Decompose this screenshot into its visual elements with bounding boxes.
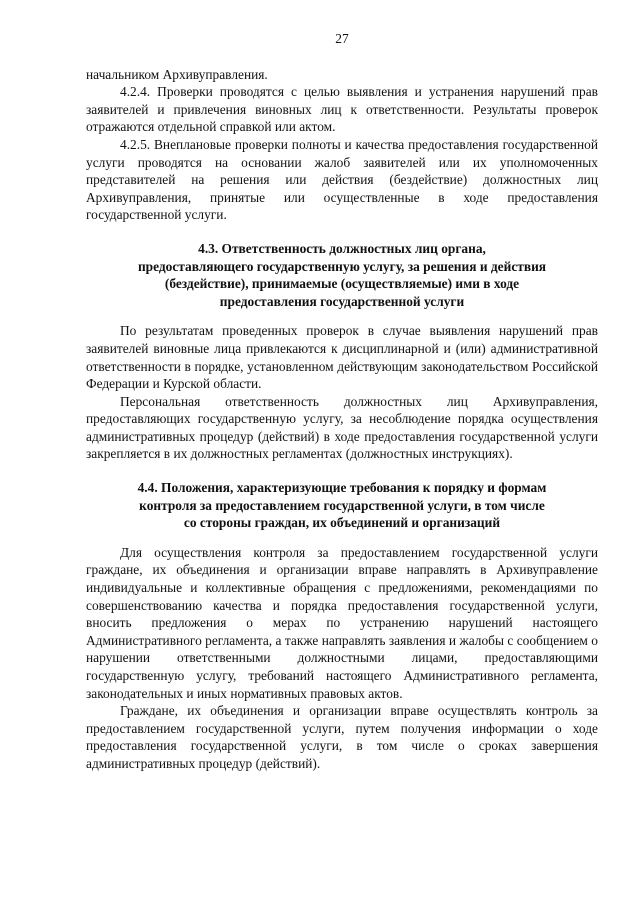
heading-line: предоставления государственной услуги: [219, 293, 465, 309]
heading-line: (бездействие), принимаемые (осуществляемые) ими в ходе: [164, 276, 520, 292]
page-number: 27: [335, 31, 349, 46]
paragraph-citizen-control: Для осуществления контроля за предоставлением государственной услуги граждане, их объединения и организации вправе направлять в Архивуправление индивидуальные и коллективные обращения с предложениями, рекомендациями по совершенствованию качества и порядка предоставления государственной услуги, вносить предложения о мерах по устранению нарушений настоящего Административного регламента, а также направлять заявления и жалобы с сообщением о нарушении ответственными должностными лицами, предоставляющими государственную услугу, требований настоящего Административного регламента, законодательных и иных нормативных правовых актов.: [86, 544, 598, 701]
paragraph-personal-responsibility: Персональная ответственность должностных лиц Архивуправления, предоставляющих государственную услугу, за несоблюдение порядка осуществления административных процедур (действий) в ходе предоставления государственной услуги закрепляется в их должностных регламентах (должностных инструкциях).: [86, 393, 598, 462]
heading-line: со стороны граждан, их объединений и организаций: [183, 515, 501, 531]
section-heading-4-4: [86, 479, 598, 532]
section-heading-4-3: [86, 240, 598, 310]
heading-line: контроля за предоставлением государственной услуги, в том числе: [139, 497, 545, 513]
paragraph-4-2-4: 4.2.4. Проверки проводятся с целью выявления и устранения нарушений прав заявителей и привлечения виновных лиц к ответственности. Результаты проверок отражаются отдельной справкой или актом.: [86, 84, 598, 135]
heading-line: 4.4. Положения, характеризующие требования к порядку и формам: [137, 480, 547, 496]
paragraph-4-2-5: 4.2.5. Внеплановые проверки полноты и качества предоставления государственной услуги проводятся на основании жалоб заявителей или их уполномоченных представителей на решения или действия (бездействие) должностных лиц Архивуправления, принятые или осуществленные в ходе предоставления государственной услуги.: [86, 136, 598, 223]
heading-line: предоставляющего государственную услугу, за решения и действия: [137, 258, 547, 274]
paragraph-inspection-results: По результатам проведенных проверок в случае выявления нарушений прав заявителей виновные лица привлекаются к дисциплинарной и (или) административной ответственности в порядке, установленном действующим законодательством Российской Федерации и Курской области.: [86, 323, 598, 392]
paragraph-citizen-information: Граждане, их объединения и организации вправе осуществлять контроль за предоставлением государственной услуги, путем получения информации о ходе предоставления государственной услуги, в том числе о сроках завершения административных процедур (действий).: [86, 703, 598, 771]
heading-line: 4.3. Ответственность должностных лиц органа,: [198, 240, 486, 256]
paragraph-continuation: начальником Архивуправления.: [86, 66, 268, 82]
